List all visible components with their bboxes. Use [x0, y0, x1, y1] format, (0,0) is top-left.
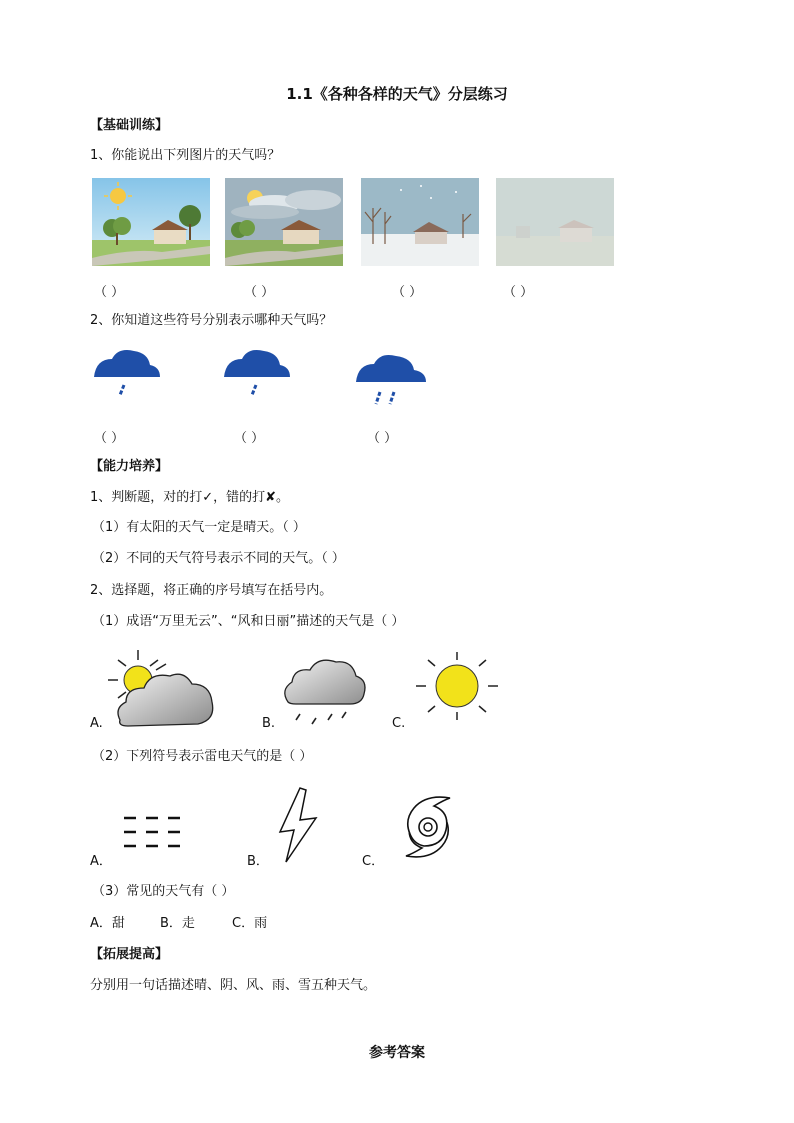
page-title: 1.1《各种各样的天气》分层练习	[286, 85, 508, 103]
section-header-basic: 【基础训练】	[90, 118, 169, 133]
rain-cloud-icon	[280, 654, 370, 734]
light-rain-icon-2	[220, 345, 292, 405]
photo-cloudy	[225, 178, 343, 266]
option-b-label-2[interactable]: B．	[247, 854, 269, 869]
section-header-ability: 【能力培养】	[90, 459, 169, 474]
judge-item-1: （1）有太阳的天气一定是晴天。（ ）	[92, 520, 306, 535]
fog-icon	[122, 814, 184, 856]
answer-blank-1-2[interactable]: （ ）	[244, 285, 275, 300]
sun-icon	[414, 650, 500, 724]
choice-item-2: （2）下列符号表示雷电天气的是（ ）	[92, 749, 313, 764]
lightning-icon	[276, 786, 320, 868]
question-1: 1、你能说出下列图片的天气吗？	[90, 148, 281, 163]
option-c-label-2[interactable]: C．	[362, 854, 385, 869]
typhoon-icon	[402, 794, 454, 864]
choice-item-1: （1）成语“万里无云”、“风和日丽”描述的天气是（ ）	[92, 614, 405, 629]
answer-blank-1-3[interactable]: （ ）	[392, 285, 423, 300]
choice-item-3: （3）常见的天气有（ ）	[92, 884, 235, 899]
option-a-text[interactable]: A．甜	[90, 916, 125, 931]
question-2: 2、你知道这些符号分别表示哪种天气吗？	[90, 313, 333, 328]
answers-title: 参考答案	[369, 1045, 425, 1061]
judge-item-2: （2）不同的天气符号表示不同的天气。（ ）	[92, 551, 345, 566]
answer-blank-2-2[interactable]: （ ）	[234, 431, 265, 446]
judge-question: 1、判断题，对的打✓，错的打✘。	[90, 490, 290, 505]
option-a-label[interactable]: A.	[90, 716, 103, 731]
answer-blank-1-4[interactable]: （ ）	[503, 285, 534, 300]
answer-blank-1-1[interactable]: （ ）	[94, 285, 125, 300]
light-rain-icon	[90, 345, 162, 405]
photo-sunny	[92, 178, 210, 266]
option-c-text[interactable]: C．雨	[232, 916, 268, 931]
option-a-label-2[interactable]: A．	[90, 854, 112, 869]
option-c-label[interactable]: C.	[392, 716, 406, 731]
photo-foggy	[496, 178, 614, 266]
extension-question: 分别用一句话描述晴、阴、风、雨、雪五种天气。	[90, 978, 377, 993]
answer-blank-2-1[interactable]: （ ）	[94, 431, 125, 446]
option-b-label[interactable]: B.	[262, 716, 276, 731]
moderate-rain-icon	[352, 350, 428, 414]
partly-cloudy-icon	[104, 648, 216, 736]
option-b-text[interactable]: B．走	[160, 916, 195, 931]
photo-snowy	[361, 178, 479, 266]
section-header-extension: 【拓展提高】	[90, 947, 169, 962]
choice-question: 2、选择题，将正确的序号填写在括号内。	[90, 583, 333, 598]
answer-blank-2-3[interactable]: （ ）	[367, 431, 398, 446]
